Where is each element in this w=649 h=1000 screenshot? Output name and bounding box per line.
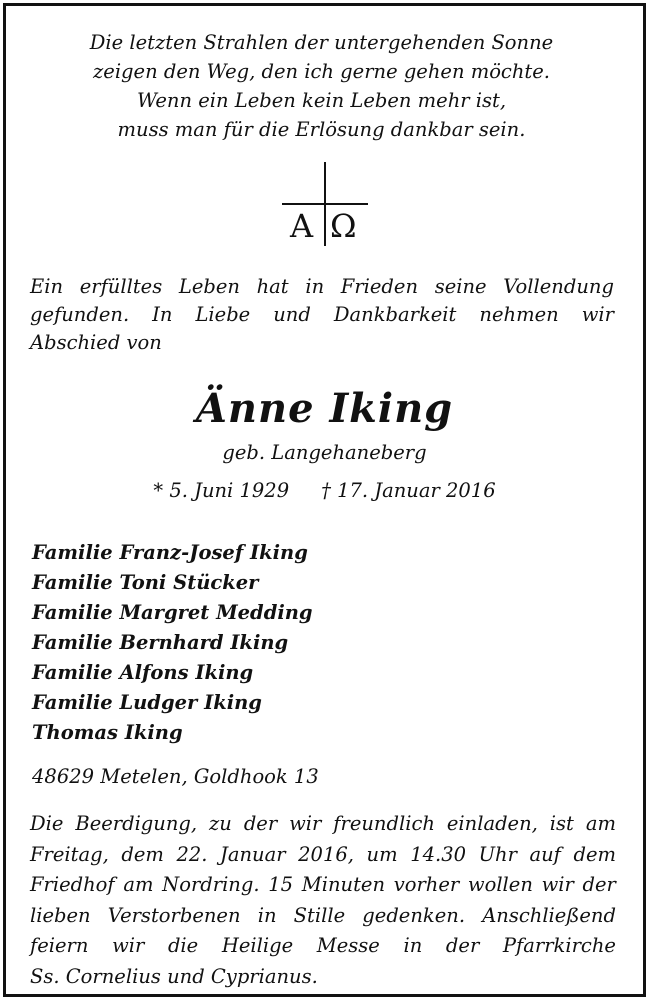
word: Minuten xyxy=(301,873,386,896)
funeral-text xyxy=(30,809,616,992)
family-entry: Familie Bernhard Iking xyxy=(32,631,289,654)
address: 48629 Metelen, Goldhook 13 xyxy=(32,765,319,788)
word: 2016, xyxy=(298,842,354,866)
word: der xyxy=(243,812,278,835)
word: am xyxy=(123,873,154,896)
word: vorher xyxy=(393,873,460,896)
family-entry: Familie Ludger Iking xyxy=(32,691,262,714)
word: Ein xyxy=(30,275,64,298)
word: 22. xyxy=(176,842,208,866)
word: freundlich xyxy=(333,812,435,835)
intro-line: Abschied von xyxy=(30,331,162,354)
word: wollen xyxy=(467,873,533,896)
word: der xyxy=(582,873,616,896)
family-entry: Familie Toni Stücker xyxy=(32,571,259,594)
birth-date: * 5. Juni 1929 xyxy=(153,479,290,502)
death-date: † 17. Januar 2016 xyxy=(321,479,496,502)
word: die xyxy=(167,934,199,957)
deceased-name: Änne Iking xyxy=(195,385,454,432)
word: ist xyxy=(549,812,574,835)
intro-line xyxy=(30,273,614,301)
word: wir xyxy=(541,873,574,896)
life-dates xyxy=(0,478,649,504)
family-entry: Familie Margret Medding xyxy=(32,601,313,624)
cross-bar xyxy=(282,203,368,205)
word: und xyxy=(273,303,311,326)
word: Friedhof xyxy=(30,873,115,896)
word: wir xyxy=(289,812,322,835)
word: Pfarrkirche xyxy=(502,934,616,957)
funeral-line: Ss. Cornelius und Cyprianus. xyxy=(30,964,318,988)
word: wir xyxy=(112,934,145,957)
word: in xyxy=(305,275,325,298)
word: Frieden xyxy=(340,275,419,298)
word: erfülltes xyxy=(79,275,163,298)
word: Stille xyxy=(293,903,346,927)
family-list xyxy=(32,538,313,748)
word: 14.30 xyxy=(410,842,467,866)
alpha-symbol: A xyxy=(290,207,314,245)
word: seine xyxy=(434,275,487,298)
word: auf xyxy=(529,842,561,866)
intro-line xyxy=(30,301,614,329)
word: Leben xyxy=(178,275,240,298)
word: einladen, xyxy=(446,812,538,835)
word: der xyxy=(445,934,480,957)
word: Heilige xyxy=(221,934,294,957)
funeral-line xyxy=(30,870,616,901)
funeral-line xyxy=(30,931,616,962)
intro-text xyxy=(30,273,614,357)
funeral-line xyxy=(30,901,616,932)
word: nehmen xyxy=(479,303,559,326)
word: Beerdigung, xyxy=(75,812,198,835)
word: 15 xyxy=(268,873,294,896)
word: feiern xyxy=(30,934,89,957)
word: Vollendung xyxy=(503,275,614,298)
word: Nordring. xyxy=(162,873,260,896)
word: Januar xyxy=(220,842,286,866)
word: dem xyxy=(121,842,164,866)
funeral-line xyxy=(30,840,616,871)
poem-line: muss man für die Erlösung dankbar sein. xyxy=(117,118,526,141)
omega-symbol: Ω xyxy=(330,207,357,245)
maiden-name: geb. Langehaneberg xyxy=(222,441,427,464)
poem xyxy=(0,28,643,144)
family-entry: Familie Franz-Josef Iking xyxy=(32,541,308,564)
word: Liebe xyxy=(195,303,251,326)
word: dem xyxy=(573,842,616,866)
word: am xyxy=(585,812,616,835)
poem-line: zeigen den Weg, den ich gerne gehen möchte. xyxy=(93,60,550,83)
word: In xyxy=(152,303,173,326)
word: in xyxy=(257,903,277,927)
word: hat xyxy=(256,275,289,298)
poem-line: Die letzten Strahlen der untergehenden Sonne xyxy=(89,31,554,54)
word: gefunden. xyxy=(30,303,130,326)
word: zu xyxy=(209,812,232,835)
word: Verstorbenen xyxy=(107,903,241,927)
family-entry: Thomas Iking xyxy=(32,721,183,744)
word: gedenken. xyxy=(362,903,466,927)
word: Dankbarkeit xyxy=(333,303,457,326)
family-entry: Familie Alfons Iking xyxy=(32,661,254,684)
word: in xyxy=(403,934,423,957)
word: wir xyxy=(581,303,614,326)
word: Messe xyxy=(316,934,380,957)
poem-line: Wenn ein Leben kein Leben mehr ist, xyxy=(136,89,507,112)
word: um xyxy=(366,842,398,866)
word: Freitag, xyxy=(30,842,109,866)
word: Die xyxy=(30,812,64,835)
funeral-line xyxy=(30,809,616,840)
word: lieben xyxy=(30,903,91,927)
word: Anschließend xyxy=(482,903,616,927)
word: Uhr xyxy=(478,842,517,866)
